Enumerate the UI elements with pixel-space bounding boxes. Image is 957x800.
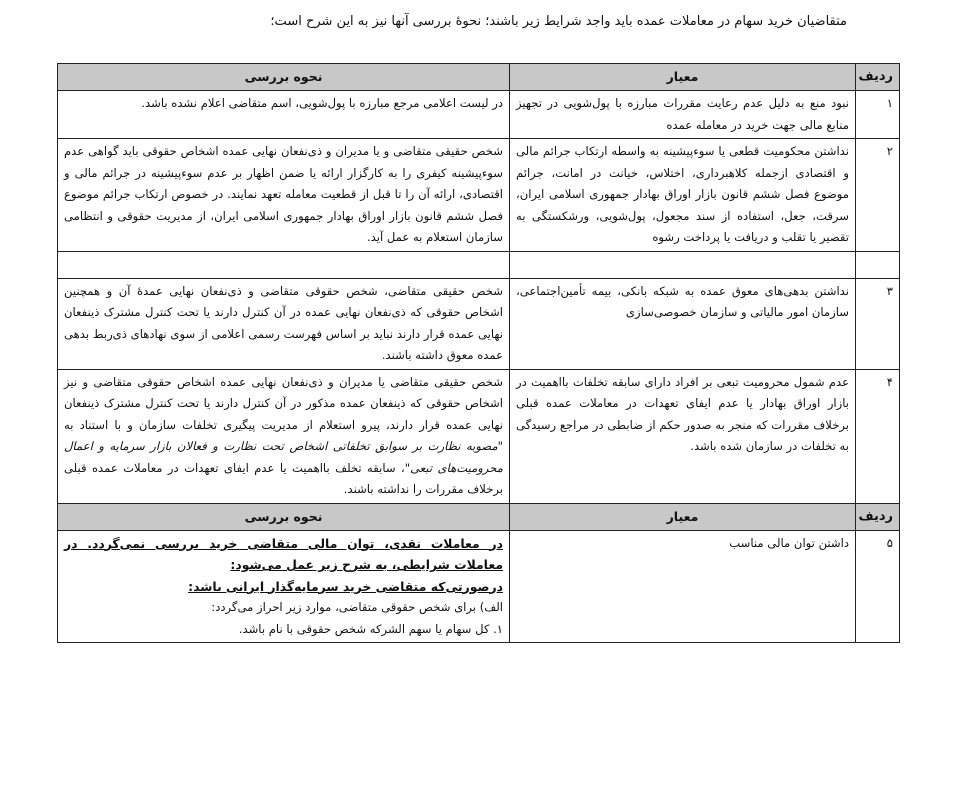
table-header-row (58, 64, 900, 91)
row-number: ۵ (856, 530, 900, 643)
check-text-part2: ، سابقه تخلف بااهمیت یا عدم ایفای تعهدات در معاملات عمده قبلی برخلاف مقررات را نداشته باشند. (64, 460, 503, 496)
blank-row (58, 251, 900, 278)
criterion-cell: عدم شمول محرومیت تبعی بر افراد دارای سابقه تخلفات بااهمیت در بازار اوراق بهادار یا عدم ایفای تعهدات در معاملات عمده قبلی برخلاف مقررات که منجر به صدور حکم از ضابطی در مراجع رسیدگی به تخلفات در سازمان شده باشد. (510, 369, 856, 503)
table-row (58, 139, 900, 252)
check-method-cell: شخص حقیقی متقاضی و یا مدیران و ذی‌نفعان نهایی عمده اشخاص حقوقی باید گواهی عدم سوءپیشینه کیفری را به کارگزار ارائه یا ضمن اظهار بر عدم سوءپیشینه در جرائم مالی و اقتصادی، ارائه آن را تا قبل از قطعیت معامله تعهد نمایند. در خصوص ارتکاب جرائم موضوع فصل ششم قانون بازار اوراق بهادار جمهوری اسلامی ایران، از مدیریت حقوقی و انتظامی سازمان استعلام به عمل آید. (58, 139, 510, 252)
check-method-cell (58, 369, 510, 503)
intro-text: متقاضیان خرید سهام در معاملات عمده باید واجد شرایط زیر باشند؛ نحوۀ بررسی آنها نیز به این شرح است؛ (270, 14, 847, 29)
check-text-part1: شخص حقیقی متقاضی یا مدیران و ذی‌نفعان نهایی عمده اشخاص حقوقی متقاضی و نیز اشخاص حقوقی که ذینفعان عمده مذکور در آن کنترل دارند یا تحت کنترل مشترک ذینفعان نهایی عمده قرار دارند، پیرو استعلام از مدیریت پیگیری تخلفات سازمان و با استناد به (64, 374, 503, 432)
table-row (58, 369, 900, 503)
regulation-title: "مصوبه نظارت بر سوابق تخلفاتی اشخاص تحت نظارت و فعالان بازار سرمایه و اعمال محرومیت‌های تبعی" (64, 439, 503, 475)
check-method-cell: شخص حقیقی متقاضی، شخص حقوقی متقاضی و ذی‌نفعان نهایی عمدۀ آن و همچنین اشخاص حقوقی که ذی‌نفعان نهایی عمده در آن کنترل دارند یا تحت کنترل مشترک ذینفعان نهایی عمده قرار دارند نباید بر اساس فهرست رسمی اعلامی از سوی نهادهای ذی‌ربط بدهی عمده معوق داشته باشند. (58, 278, 510, 369)
criterion-cell: نبود منع به دلیل عدم رعایت مقررات مبارزه با پول‌شویی در تجهیز منابع مالی جهت خرید در معامله عمده (510, 91, 856, 139)
row-number: ۳ (856, 278, 900, 369)
criterion-cell: داشتن توان مالی مناسب (510, 530, 856, 643)
cash-vs-conditional-note: در معاملات نقدی، توان مالی متقاضی خرید بررسی نمی‌گردد. در معاملات شرایطی، به شرح زیر عمل می‌شود: (64, 535, 503, 572)
header-row-number: ردیف (856, 64, 900, 91)
table-row (58, 530, 900, 643)
criterion-cell: نداشتن محکومیت قطعی یا سوءپیشینه به واسطه ارتکاب جرائم مالی و اقتصادی ازجمله کلاهبرداری، اختلاس، خیانت در امانت، جرائم موضوع فصل ششم قانون بازار اوراق بهادار جمهوری اسلامی ایران، سرقت، جعل، استفاده از سند مجعول، پول‌شویی، ورشکستگی به تقصیر یا تقلب و دریافت یا پرداخت رشوه (510, 139, 856, 252)
header-check-method: نحوه بررسی (58, 64, 510, 91)
legal-entity-item: الف) برای شخص حقوقی متقاضی، موارد زیر احراز می‌گردد: (211, 600, 503, 614)
header-row-number: ردیف (856, 503, 900, 530)
table-row (58, 91, 900, 139)
iranian-investor-heading: درصورتی‌که متقاضی خرید سرمایه‌گذار ایرانی باشد: (188, 578, 503, 594)
check-method-cell (58, 530, 510, 643)
registered-shares-item: ۱. کل سهام یا سهم الشرکه شخص حقوقی با نام باشد. (238, 621, 503, 636)
row-number: ۴ (856, 369, 900, 503)
table-row (58, 278, 900, 369)
criteria-table (57, 63, 900, 643)
table-header-row (58, 503, 900, 530)
header-check-method: نحوه بررسی (58, 503, 510, 530)
criterion-cell: نداشتن بدهی‌های معوق عمده به شبکه بانکی، بیمه تأمین‌اجتماعی، سازمان امور مالیاتی و سازمان خصوصی‌سازی (510, 278, 856, 369)
row-number: ۲ (856, 139, 900, 252)
header-criterion: معیار (510, 64, 856, 91)
row-number: ۱ (856, 91, 900, 139)
header-criterion: معیار (510, 503, 856, 530)
blank-cell (856, 251, 900, 278)
blank-cell (58, 251, 510, 278)
check-method-cell: در لیست اعلامی مرجع مبارزه با پول‌شویی، اسم متقاضی اعلام نشده باشد. (58, 91, 510, 139)
blank-cell (510, 251, 856, 278)
